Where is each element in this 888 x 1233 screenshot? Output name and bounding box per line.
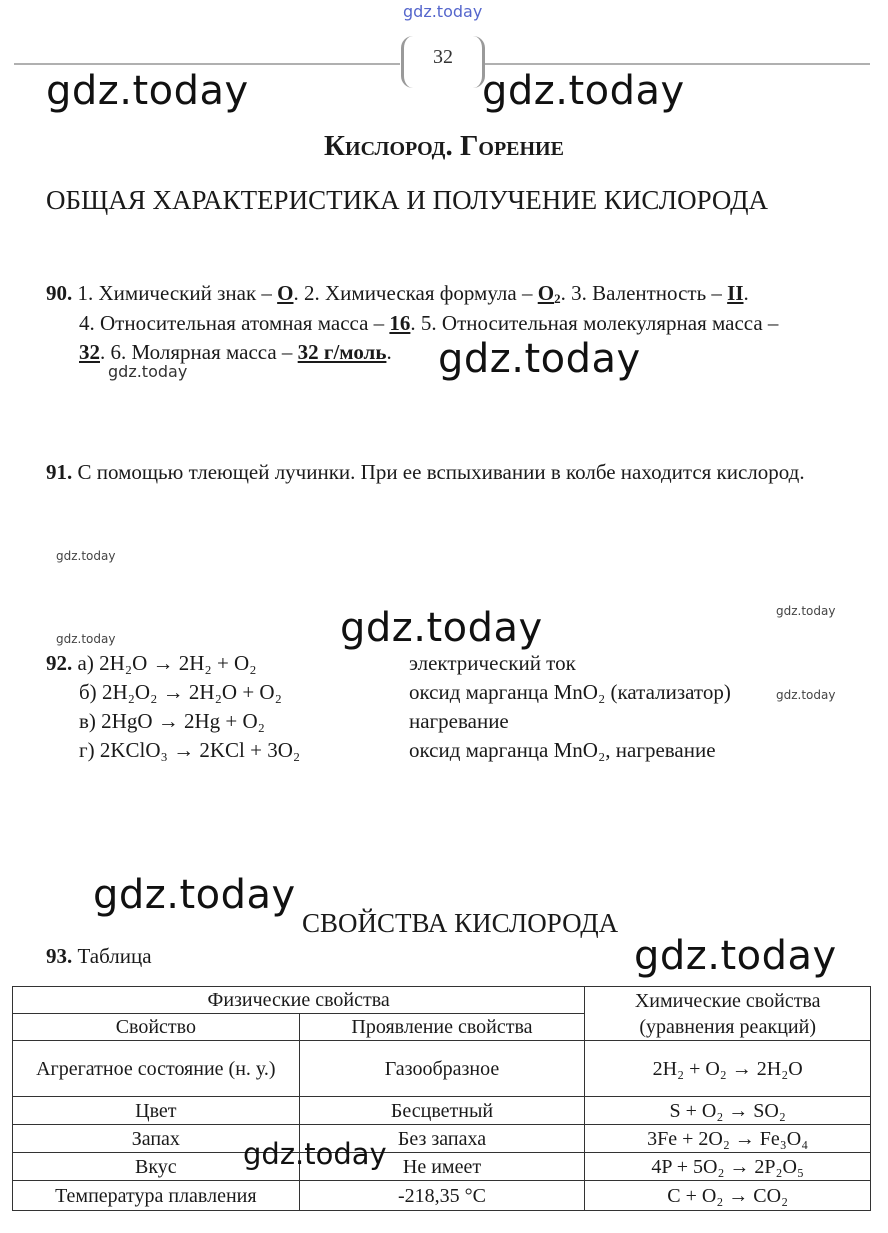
watermark: gdz.today [776,688,836,702]
row-label: г) [79,738,100,762]
table-header-row [13,987,871,1014]
task-90-line-2 [79,311,778,336]
cell-reaction: S + O₂ → SO₂ [585,1097,871,1125]
text: . 2. Химическая формула – [293,281,538,305]
task-92-row-c [79,709,265,734]
text: . 3. Валентность – [560,281,728,305]
cell-reaction: 3Fe + 2O₂ → Fe₃O₄ [585,1125,871,1153]
page-number: 32 [433,46,453,68]
answer-text: O [537,281,555,305]
section-title-properties: СВОЙСТВА КИСЛОРОДА [302,908,619,938]
cell-value: Бесцветный [299,1097,585,1125]
section-title-general: ОБЩАЯ ХАРАКТЕРИСТИКА И ПОЛУЧЕНИЕ КИСЛОРОДА [46,185,768,215]
task-91-text: С помощью тлеющей лучинки. При ее вспыхивании в колбе находится кислород. [72,460,805,484]
task-number: 90. [46,281,73,305]
header-physical: Физические свойства [13,987,585,1014]
equation: 2HgO → 2Hg + O₂ [101,709,265,733]
watermark: gdz.today [482,68,685,114]
table-row [13,1125,871,1153]
header-property: Свойство [13,1014,300,1041]
watermark: gdz.today [340,605,543,651]
cell-value: Газообразное [299,1041,585,1097]
text: . [386,340,392,364]
watermark: gdz.today [46,68,249,114]
watermark: gdz.today [634,933,837,979]
table-row [13,1097,871,1125]
answer: II [727,281,744,305]
cell-property: Вкус [13,1153,300,1181]
table-row [13,1153,871,1181]
task-number: 92. [46,651,73,675]
answer-subscript: 2 [554,291,561,306]
task-91 [46,457,872,487]
row-label: в) [79,709,102,733]
answer: 32 [79,340,100,364]
row-label: б) [79,680,102,704]
cell-value: -218,35 °C [299,1181,585,1211]
text: . [743,281,749,305]
watermark: gdz.today [438,336,641,382]
task-92-cond-c: нагревание [409,709,509,733]
chapter-title: Кислород. Горение [324,130,564,162]
task-92-cond-d: оксид марганца MnO₂, нагревание [409,738,716,762]
task-92-cond-b: оксид марганца MnO₂ (катализатор) [409,680,731,704]
answer: 16 [389,311,411,335]
header-chemical: Химические свойства (уравнения реакций) [585,987,871,1041]
text: 1. Химический знак – [72,281,278,305]
answer [538,281,561,305]
header-rule-right [481,63,870,65]
answer: O [277,281,294,305]
cell-property: Температура плавления [13,1181,300,1211]
watermark: gdz.today [243,1137,387,1171]
page-number-box [401,36,485,88]
row-label: а) [77,651,100,675]
cell-property: Запах [13,1125,300,1153]
properties-table [12,986,871,1211]
watermark: gdz.today [108,362,188,381]
watermark-top: gdz.today [403,2,483,21]
task-93 [46,944,152,969]
equation: 2H₂O₂ → 2H₂O + O₂ [101,680,282,704]
watermark: gdz.today [776,604,836,618]
task-93-text: Таблица [72,944,152,968]
cell-property: Агрегатное состояние (н. у.) [13,1041,300,1097]
text: 4. Относительная атомная масса – [79,311,390,335]
task-92-row-b [79,680,282,705]
task-92-row-a [46,651,257,676]
cell-reaction: 4P + 5O₂ → 2P₂O₅ [585,1153,871,1181]
watermark: gdz.today [56,632,116,646]
cell-reaction: C + O₂ → CO₂ [585,1181,871,1211]
header-rule-left [14,63,400,65]
cell-value: Без запаха [299,1125,585,1153]
cell-reaction: 2H₂ + O₂ → 2H₂O [585,1041,871,1097]
table-row [13,1041,871,1097]
task-92-cond-a: электрический ток [409,651,576,675]
text: . 5. Относительная молекулярная масса – [410,311,779,335]
equation: 2H₂O → 2H₂ + O₂ [99,651,257,675]
cell-property: Цвет [13,1097,300,1125]
task-number: 93. [46,944,73,968]
text: . 6. Молярная масса – [100,340,298,364]
equation: 2KClO₃ → 2KCl + 3O₂ [99,738,301,762]
task-number: 91. [46,460,73,484]
cell-value: Не имеет [299,1153,585,1181]
task-90-line-1 [46,281,749,306]
header-manifestation: Проявление свойства [299,1014,585,1041]
watermark: gdz.today [93,872,296,918]
answer: 32 г/моль [297,340,387,364]
watermark: gdz.today [56,549,116,563]
task-92-row-d [79,738,300,763]
table-row [13,1181,871,1211]
